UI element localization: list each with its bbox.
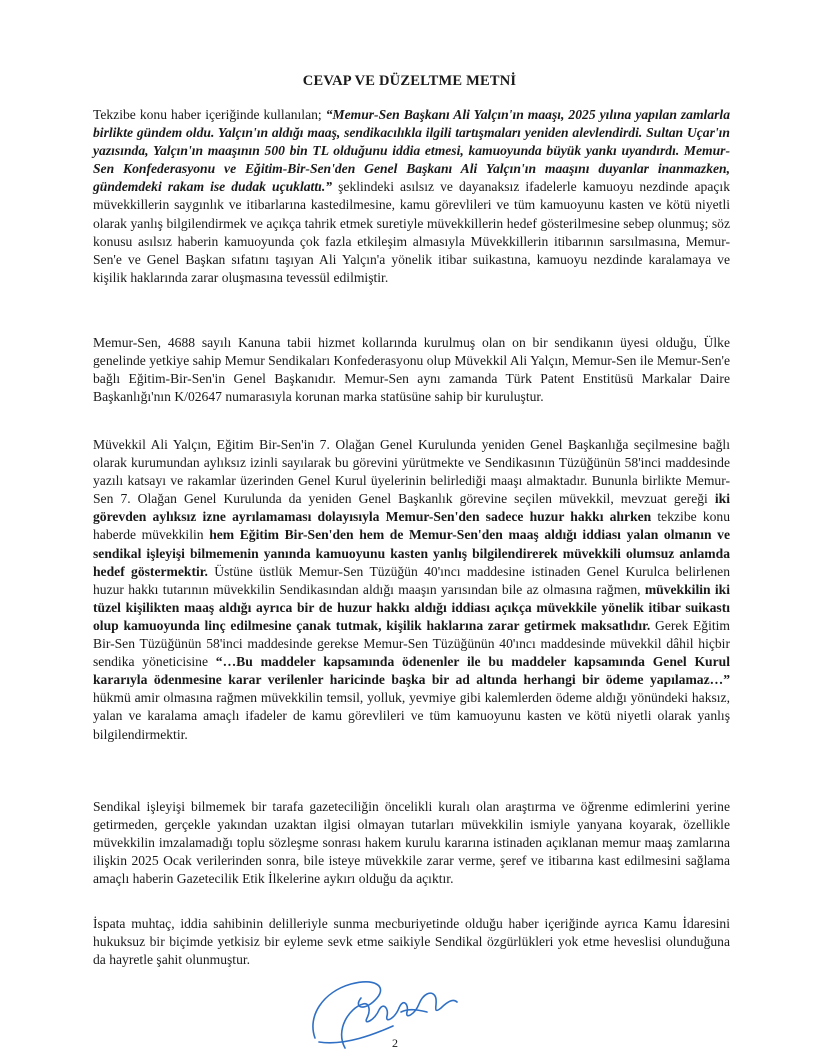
document-title: CEVAP VE DÜZELTME METNİ bbox=[302, 73, 517, 89]
p3-bold-4: “…Bu maddeler kapsamında ödenenler ile bu maddeler kapsamında Genel Kurul kararıyla ödenmesine karar verilenler haricinde başka bir ad altında herhangi bir ödeme yapılamaz…” bbox=[93, 654, 730, 688]
p3-bold-1: iki görevden aylıksız izne ayrılamaması dolayısıyla Memur-Sen'den sadece huzur hakkı alırken bbox=[93, 491, 730, 525]
p3-text-3: Üstüne üstlük Memur-Sen Tüzüğün 40'ıncı maddesine istinaden Genel Kurulca belirlenen huzur hakkı tutarının müvekkilin Sendikasından aldığı maaşın yarısından bile az olmasına rağmen, bbox=[93, 563, 730, 597]
p3-bold-3: müvekkilin iki tüzel kişilikten maaş aldığı ayrıca bir de huzur hakkı aldığı iddiası açıkça müvekkile yönelik itibar suikastı olup kamuoyunda linç edilmesine çanak tutmak, kişilik haklarına zarar getirmek maksatlıdır. bbox=[93, 581, 730, 633]
paragraph-1 bbox=[93, 106, 730, 287]
p3-bold-2: hem Eğitim Bir-Sen'den hem de Memur-Sen'den maaş aldığı iddiası yalan olmanın ve sendikal işleyişi bilmemenin yanında kamuoyunu kasten yanlış bilgilendirerek müvekkili olumsuz anlamda hedef göstermektir. bbox=[93, 527, 730, 579]
p1-text-2: şeklindeki asılsız ve dayanaksız ifadelerle kamuoyu nezdinde apaçık müvekkillerin saygınlık ve itibarlarına kastedilmesine, kamu görevlileri ve tüm kamuoyunu kasten ve kötü niyetli olarak yanlış bilgilendirmek ve açıkça tahrik etmek suretiyle müvekkillerin hedef gösterilmesine sebep olunmuş; söz konusu asılsız haberin kamuoyunda çok fazla etkileşim almasıyla Müvekkillerin itibarının sarsılmasına, Memur-Sen'e ve Genel Başkan sıfatını taşıyan Ali Yalçın'a yönelik itibar suikastına, kamuoyu nezdinde karalamaya ve kişilik haklarında zarar oluşmasına tevessül edilmiştir. bbox=[93, 179, 730, 285]
paragraph-3 bbox=[93, 436, 730, 744]
paragraph-5 bbox=[93, 915, 730, 969]
p1-text-1: Tekzibe konu haber içeriğinde kullanılan; bbox=[93, 107, 326, 122]
p3-text-4: Gerek Eğitim Bir-Sen Tüzüğünün 58'inci maddesinde gerekse Memur-Sen Tüzüğünün 40'ıncı maddesinde müvekkil dâhil hiçbir sendika yöneticisine bbox=[93, 617, 730, 670]
p1-quote: “Memur-Sen Başkanı Ali Yalçın'ın maaşı, 2025 yılına yapılan zamlarla birlikte gündem oldu. Yalçın'ın aldığı maaş, sendikacılıkla ilgili tartışmaları yeniden alevlendirdi. Sultan Uçar'ın yazısında, Yalçın'ın maaşının 500 bin TL olduğunu iddia etmesi, kamuoyunda büyük yankı uyandırdı. Memur-Sen Konfederasyonu ve Eğitim-Bir-Sen'den Genel Başkanı Ali Yalçın'ın maaşını duyanlar inanmazken, gündemdeki rakam ise dudak uçuklattı.” bbox=[93, 107, 730, 195]
p3-text-2: tekzibe konu haberde müvekkilin bbox=[93, 509, 731, 543]
p5-text-1: İspata muhtaç, iddia sahibinin delilleriyle sunma mecburiyetinde olduğu haber içeriğinde ayrıca Kamu İdaresini hukuksuz bir biçimde yetkisiz bir eyleme sevk etme saikiyle Sendikal özgürlükleri yok etme heveslisi olunduğuna da hayretle şahit olunmuştur. bbox=[93, 916, 730, 968]
p4-text-1: Sendikal işleyişi bilmemek bir tarafa gazeteciliğin öncelikli kuralı olan araştırma ve öğrenme edimlerini yerine getirmeden, gerçekle yakından uzaktan ilgisi olmayan tutarları müvekkilin ismiyle yanyana koyarak, özellikle müvekkilin imzalamadığı toplu sözleşme sonrası hakem kurulu kararına istinaden açıklanan memur maaş zamlarına ilişkin 2025 Ocak verilerinden sonra, bile isteye müvekkile zarar verme, şeref ve itibarına kast edilmesini sağlama amaçlı haberin Gazetecilik Etik İlkelerine aykırı olduğu da açıktır. bbox=[93, 799, 730, 887]
p3-text-1: Müvekkil Ali Yalçın, Eğitim Bir-Sen'in 7. Olağan Genel Kurulunda yeniden Genel Başkanlığa seçilmesine bağlı olarak kurumundan aylıksız izinli sayılarak bu görevini yürütmekte ve Sendikasının Tüzüğünün 58'inci maddesinde yazılı katsayı ve rakamlar üzerinden Genel Kurul üyelerinin belirlediği maaşı almaktadır. Bununla birlikte Memur-Sen 7. Olağan Genel Kurulunda da yeniden Genel Başkanlık görevine seçilen müvekkil, mevzuat gereği bbox=[93, 437, 730, 507]
p3-text-5: hükmü amir olmasına rağmen müvekkilin temsil, yolluk, yevmiye gibi kalemlerden ödeme aldığı yönündeki haksız, yalan ve karalama amaçlı ifadeler de kamu görevlileri ve tüm kamuoyunu kasten ve kötü niyetli olarak yanlış bilgilendirmektir. bbox=[93, 690, 730, 742]
paragraph-2 bbox=[93, 334, 730, 406]
paragraph-4 bbox=[93, 798, 730, 888]
p2-text-1: Memur-Sen, 4688 sayılı Kanuna tabii hizmet kollarında kurulmuş olan on bir sendikanın üyesi olduğu, Ülke genelinde yetkiye sahip Memur Sendikaları Konfederasyonu olup Müvekkil Ali Yalçın, Memur-Sen ile Memur-Sen'e bağlı Eğitim-Bir-Sen'in Genel Başkanıdır. Memur-Sen aynı zamanda Türk Patent Enstitüsü Markalar Daire Başkanlığı'nın K/02647 numarasıyla korunan marka statüsüne sahip bir kuruluştur. bbox=[93, 335, 730, 405]
page-number: 2 bbox=[392, 1036, 398, 1050]
